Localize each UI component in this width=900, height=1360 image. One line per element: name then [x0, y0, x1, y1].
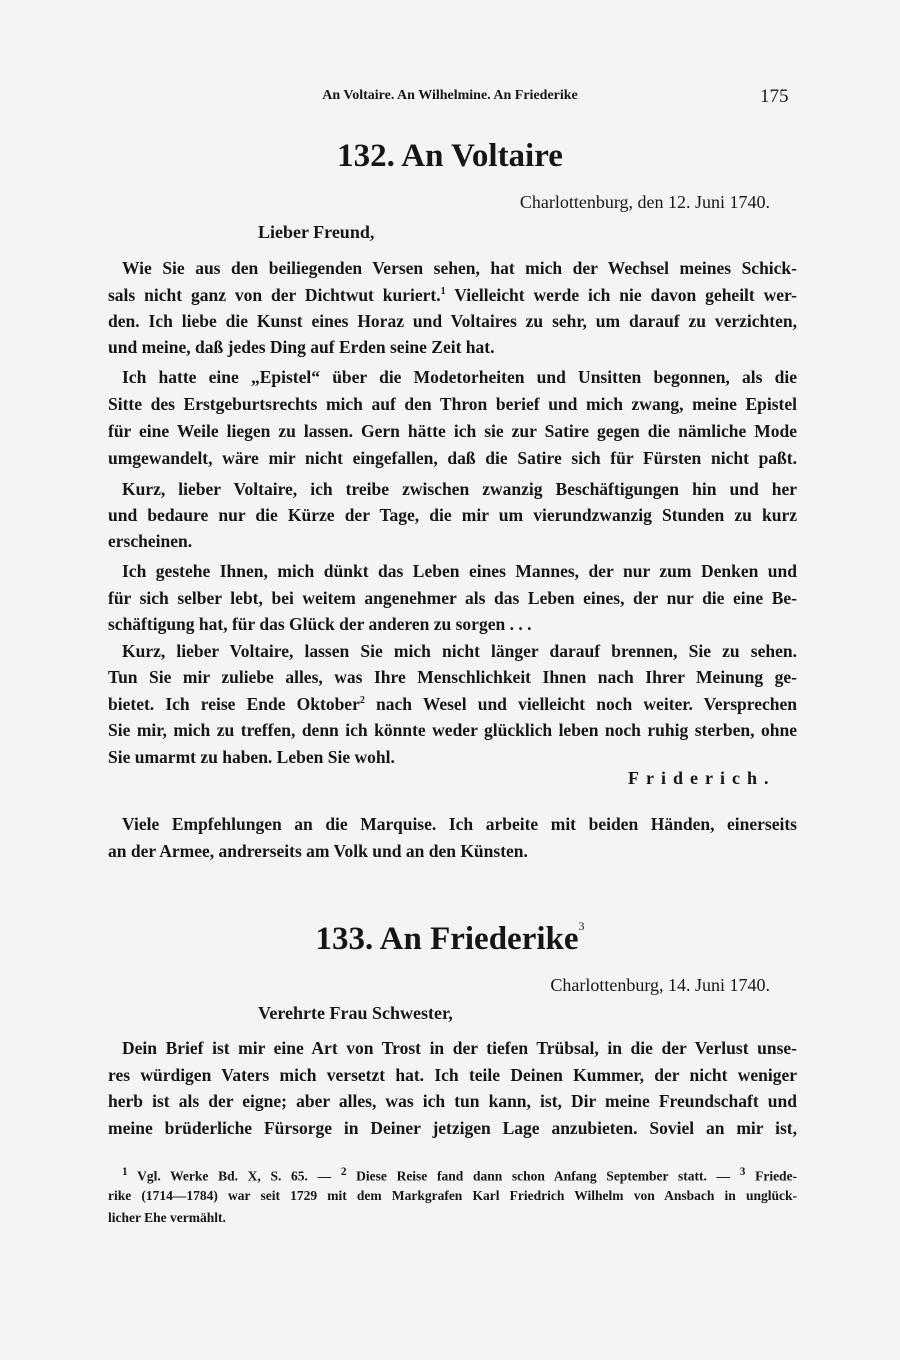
- text-fragment: Vielleicht werde ich nie davon geheilt wer-: [454, 285, 797, 305]
- footnote-line: [122, 1163, 798, 1184]
- text-fragment: bietet. Ich reise Ende Oktober: [108, 694, 360, 714]
- text-line: den. Ich liebe die Kunst eines Horaz und Voltaires zu sehr, um darauf zu verzichten,: [108, 311, 797, 331]
- text-line: Ich gestehe Ihnen, mich dünkt das Leben eines Mannes, der nur zum Denken und: [122, 561, 797, 581]
- letter-132-title: 132. An Voltaire: [337, 138, 563, 174]
- footnote-mark: 3: [739, 1166, 746, 1178]
- text-line: und bedaure nur die Kürze der Tage, die mir um vierundzwanzig Stunden zu kurz: [108, 505, 797, 525]
- letter-133-title: [0, 921, 900, 958]
- text-line: Dein Brief ist mir eine Art von Trost in der tiefen Trübsal, in die der Verlust unse-: [122, 1038, 797, 1058]
- text-line: Ich hatte eine „Epistel“ über die Modetorheiten und Unsitten begonnen, als die: [122, 367, 797, 387]
- text-line: [108, 693, 797, 715]
- text-line: Sie umarmt zu haben. Leben Sie wohl.: [108, 747, 395, 767]
- text-line: erscheinen.: [108, 531, 193, 551]
- text-line: [108, 284, 797, 306]
- text-line: meine brüderliche Fürsorge in Deiner jetzigen Lage anzubieten. Soviel an mir ist,: [108, 1118, 797, 1138]
- text-line: schäftigung hat, für das Glück der anderen zu sorgen . . .: [108, 614, 532, 634]
- postscript-line: an der Armee, andrerseits am Volk und an den Künsten.: [108, 841, 528, 861]
- text-line: Tun Sie mir zuliebe alles, was Ihre Menschlichkeit Ihnen nach Ihrer Meinung ge-: [108, 667, 797, 687]
- text-line: Sitte des Erstgeburtsrechts mich auf den Thron berief und mich zwang, meine Epistel: [108, 394, 797, 414]
- text-fragment: sals nicht ganz von der Dichtwut kuriert.: [108, 285, 441, 305]
- text-line: res würdigen Vaters mich versetzt hat. Ich teile Deinen Kummer, der nicht weniger: [108, 1065, 797, 1085]
- text-line: und meine, daß jedes Ding auf Erden seine Zeit hat.: [108, 337, 495, 357]
- text-line: für eine Weile liegen zu lassen. Gern hätte ich sie zur Satire gegen die nämliche Mode: [108, 421, 797, 441]
- footnote-3: Friede-: [755, 1168, 798, 1184]
- footnote-2: Diese Reise fand dann schon Anfang September statt. —: [356, 1168, 731, 1184]
- text-line: Sie mir, mich zu treffen, denn ich könnte weder glücklich leben noch ruhig sterben, ohne: [108, 720, 797, 740]
- page-number: 175: [760, 86, 789, 107]
- footnote-line: rike (1714—1784) war seit 1729 mit dem Markgrafen Karl Friedrich Wilhelm von Ansbach in unglück-: [108, 1188, 797, 1203]
- letter-133-salutation: Verehrte Frau Schwester,: [258, 1003, 453, 1023]
- text-line: für sich selber lebt, bei weitem angenehmer als das Leben eines, der nur die eine Be-: [108, 588, 797, 608]
- text-line: umgewandelt, wäre mir nicht eingefallen, daß die Satire sich für Fürsten nicht paßt.: [108, 448, 797, 468]
- text-line: Wie Sie aus den beiliegenden Versen sehen, hat mich der Wechsel meines Schick-: [122, 258, 797, 278]
- footnote-mark: 1: [122, 1166, 128, 1178]
- text-line: Kurz, lieber Voltaire, ich treibe zwischen zwanzig Beschäftigungen hin und her: [122, 479, 797, 499]
- text-line: herb ist als der eigne; aber alles, was ich tun kann, ist, Dir meine Freundschaft und: [108, 1091, 797, 1111]
- footnote-ref: 3: [578, 919, 585, 933]
- footnote-ref: 2: [359, 695, 365, 706]
- text-line: Kurz, lieber Voltaire, lassen Sie mich nicht länger darauf brennen, Sie zu sehen.: [122, 641, 797, 661]
- footnote-line: licher Ehe vermählt.: [108, 1210, 226, 1225]
- running-header: An Voltaire. An Wilhelmine. An Friederike: [322, 88, 578, 103]
- footnote-1: Vgl. Werke Bd. X, S. 65. —: [137, 1168, 332, 1184]
- letter-132-place-date: Charlottenburg, den 12. Juni 1740.: [519, 192, 770, 212]
- letter-133-place-date: Charlottenburg, 14. Juni 1740.: [550, 975, 770, 995]
- signature: Friderich.: [628, 768, 776, 788]
- postscript-line: Viele Empfehlungen an die Marquise. Ich arbeite mit beiden Händen, einerseits: [122, 814, 797, 834]
- footnote-mark: 2: [340, 1166, 347, 1178]
- letter-132-salutation: Lieber Freund,: [258, 222, 375, 242]
- title-text: 133. An Friederike: [315, 921, 579, 957]
- text-fragment: nach Wesel und vielleicht noch weiter. Versprechen: [376, 694, 797, 714]
- footnote-ref: 1: [440, 286, 446, 297]
